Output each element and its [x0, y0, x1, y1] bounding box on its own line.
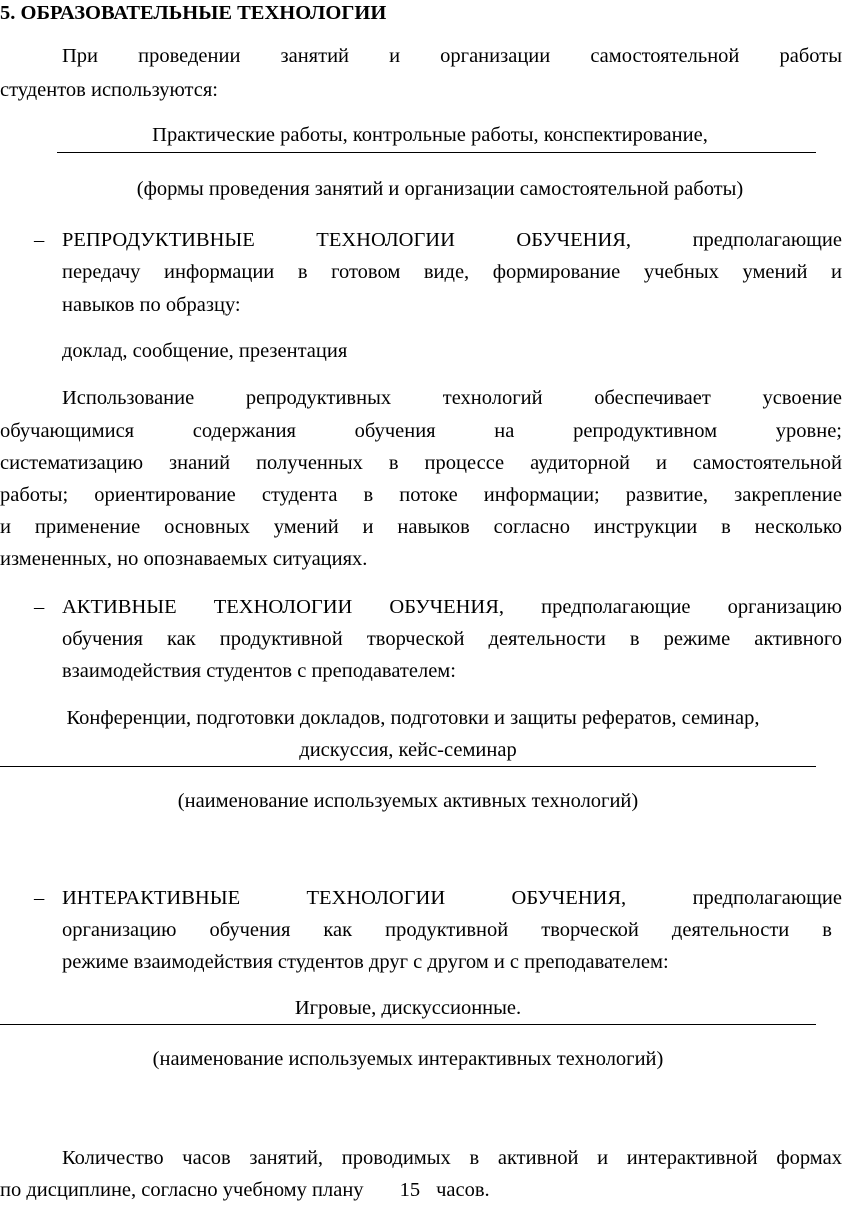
hours-line-1: Количество часов занятий, проводимых в активной и интерактивной формах	[62, 1147, 842, 1169]
hours-unit: часов.	[436, 1179, 490, 1201]
interactive-title: ИНТЕРАКТИВНЫЕ ТЕХНОЛОГИИ ОБУЧЕНИЯ,	[62, 887, 627, 909]
forms-underline	[57, 152, 816, 153]
reproductive-examples: доклад, сообщение, презентация	[62, 340, 348, 362]
active-title: АКТИВНЫЕ ТЕХНОЛОГИИ ОБУЧЕНИЯ,	[62, 596, 505, 618]
active-underline	[0, 766, 816, 767]
reproductive-line-2: передачу информации в готовом виде, формирование учебных умений и	[62, 261, 842, 283]
active-line-3: взаимодействия студентов с преподавателем:	[62, 660, 456, 682]
active-value-line-1: Конференции, подготовки докладов, подготовки и защиты рефератов, семинар,	[66, 707, 760, 729]
active-value-line-2: дискуссия, кейс-семинар	[299, 739, 517, 761]
usage-line-3: систематизацию знаний полученных в процессе аудиторной и самостоятельной	[0, 452, 842, 474]
usage-line-1: Использование репродуктивных технологий обеспечивает усвоение	[62, 387, 842, 409]
active-line-1-rest: предполагающие организацию	[541, 596, 842, 618]
forms-caption: (формы проведения занятий и организации самостоятельной работы)	[136, 178, 744, 200]
interactive-caption: (наименование используемых интерактивных технологий)	[152, 1048, 664, 1070]
usage-line-2: обучающимися содержания обучения на репродуктивном уровне;	[0, 420, 842, 442]
forms-value: Практические работы, контрольные работы, конспектирование,	[152, 124, 708, 146]
reproductive-title: РЕПРОДУКТИВНЫЕ ТЕХНОЛОГИИ ОБУЧЕНИЯ,	[62, 229, 632, 251]
active-line-1	[62, 597, 842, 618]
intro-line-2: студентов используются:	[0, 79, 218, 101]
reproductive-dash: –	[34, 229, 45, 251]
active-caption: (наименование используемых активных технологий)	[177, 790, 639, 812]
usage-line-6: измененных, но опознаваемых ситуациях.	[0, 548, 368, 570]
reproductive-line-3: навыков по образцу:	[62, 294, 241, 316]
active-dash: –	[34, 596, 45, 618]
interactive-line-2: организацию обучения как продуктивной творческой деятельности в	[62, 919, 832, 941]
reproductive-line-1-rest: предполагающие	[692, 229, 842, 251]
hours-count: 15	[399, 1179, 421, 1201]
interactive-underline	[0, 1024, 816, 1025]
interactive-line-3: режиме взаимодействия студентов друг с другом и с преподавателем:	[62, 951, 669, 973]
interactive-value: Игровые, дискуссионные.	[294, 997, 522, 1019]
hours-line-2-prefix: по дисциплине, согласно учебному плану	[0, 1179, 364, 1201]
intro-line-1: При проведении занятий и организации самостоятельной работы	[62, 45, 842, 67]
hours-line-2	[0, 1180, 490, 1201]
usage-line-4: работы; ориентирование студента в потоке информации; развитие, закрепление	[0, 484, 842, 506]
reproductive-line-1	[62, 230, 842, 251]
section-heading: 5. ОБРАЗОВАТЕЛЬНЫЕ ТЕХНОЛОГИИ	[0, 2, 387, 24]
interactive-line-1	[62, 888, 842, 909]
interactive-dash: –	[34, 887, 45, 909]
usage-line-5: и применение основных умений и навыков согласно инструкции в несколько	[0, 516, 842, 538]
active-line-2: обучения как продуктивной творческой деятельности в режиме активного	[62, 628, 842, 650]
interactive-line-1-rest: предполагающие	[692, 887, 842, 909]
